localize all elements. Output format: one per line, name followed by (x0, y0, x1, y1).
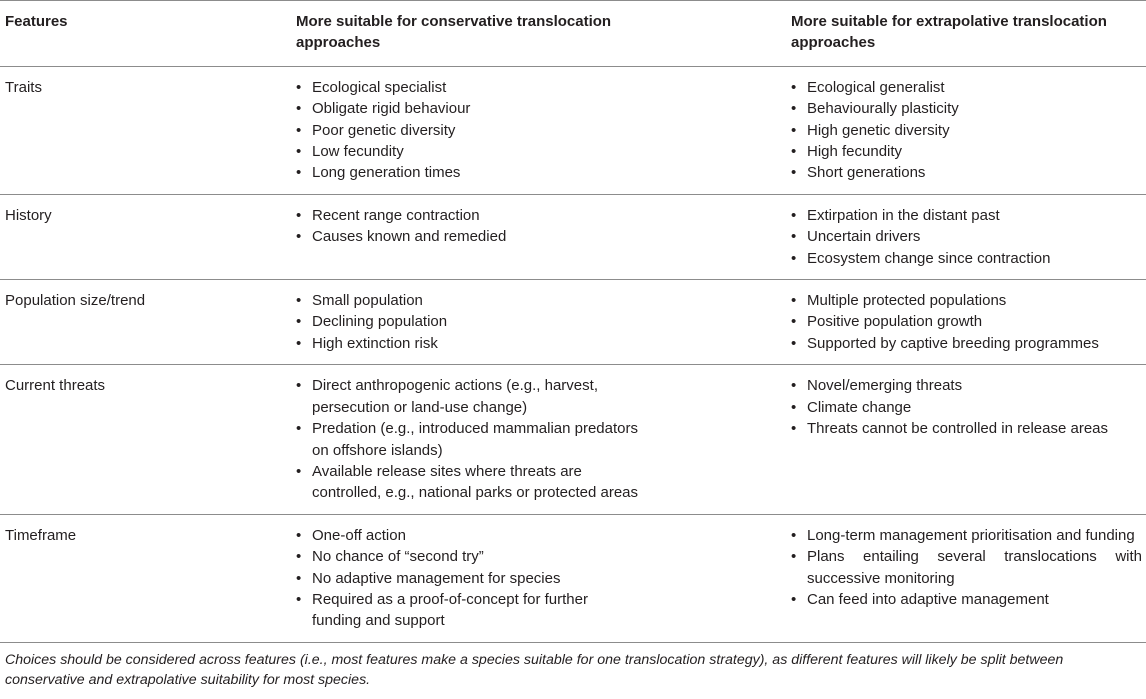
list-item: • Declining population (296, 311, 791, 332)
table-row-population (0, 280, 1146, 365)
list-item: • Climate change (791, 397, 1142, 418)
header-extrapolative (791, 11, 1146, 54)
list-item: • Obligate rigid behaviour (296, 98, 791, 119)
list-item: • Poor genetic diversity (296, 120, 791, 141)
extrapolative-cell (791, 290, 1146, 354)
extrapolative-cell (791, 77, 1146, 184)
list-item: • One-off action (296, 525, 641, 546)
list-item: • Long-term management prioritisation and funding (791, 525, 1142, 546)
list-item: • Long generation times (296, 162, 791, 183)
conservative-list (296, 375, 652, 503)
list-item: • High genetic diversity (791, 120, 1142, 141)
conservative-list (296, 205, 791, 248)
feature-cell: Traits (5, 78, 42, 96)
list-item: • Available release sites where threats are controlled, e.g., national parks or protected areas (296, 461, 652, 504)
list-item: • Positive population growth (791, 311, 1142, 332)
conservative-list (296, 77, 791, 184)
feature-cell: Population size/trend (5, 292, 146, 310)
list-item: • Behaviourally plasticity (791, 98, 1142, 119)
list-item: • Novel/emerging threats (791, 375, 1142, 396)
list-item: • Multiple protected populations (791, 290, 1142, 311)
list-item: • Causes known and remedied (296, 226, 791, 247)
table-row-history (0, 195, 1146, 280)
conservative-list (296, 525, 641, 632)
extrapolative-cell (791, 525, 1146, 632)
table-row-threats (0, 365, 1146, 514)
list-item: • Low fecundity (296, 141, 791, 162)
extrapolative-list (791, 525, 1142, 611)
list-item: • Ecosystem change since contraction (791, 248, 1142, 269)
table-row-traits (0, 67, 1146, 195)
list-item: • Extirpation in the distant past (791, 205, 1142, 226)
extrapolative-list (791, 205, 1142, 269)
list-item: • No chance of “second try” (296, 546, 641, 567)
conservative-cell (296, 525, 791, 632)
table-header-row (0, 0, 1146, 67)
list-item: • Can feed into adaptive management (791, 589, 1142, 610)
table-footnote: Choices should be considered across features (i.e., most features make a species suitable for one translocation strategy), as different features will likely be split between conservative and extrapolative suitability for most species. (5, 651, 1064, 688)
table-row-timeframe (0, 515, 1146, 643)
list-item: • Direct anthropogenic actions (e.g., harvest, persecution or land-use change) (296, 375, 652, 418)
list-item: • High fecundity (791, 141, 1142, 162)
extrapolative-list (791, 375, 1142, 439)
extrapolative-list (791, 77, 1142, 184)
list-item: • Required as a proof-of-concept for further funding and support (296, 589, 641, 632)
header-features: Features (5, 13, 68, 30)
conservative-cell (296, 77, 791, 184)
header-conservative-text: More suitable for conservative translocation approaches (296, 13, 612, 52)
list-item: • Plans entailing several translocations with successive monitoring (791, 546, 1142, 589)
list-item: • No adaptive management for species (296, 568, 641, 589)
list-item: • Ecological specialist (296, 77, 791, 98)
extrapolative-cell (791, 375, 1146, 503)
conservative-cell (296, 290, 791, 354)
list-item: • Threats cannot be controlled in release areas (791, 418, 1142, 439)
conservative-cell (296, 205, 791, 269)
feature-cell: Timeframe (5, 526, 77, 544)
list-item: • Ecological generalist (791, 77, 1142, 98)
extrapolative-list (791, 290, 1142, 354)
header-conservative (296, 11, 791, 54)
conservative-cell (296, 375, 791, 503)
list-item: • Predation (e.g., introduced mammalian predators on offshore islands) (296, 418, 652, 461)
list-item: • Supported by captive breeding programmes (791, 333, 1142, 354)
feature-cell: History (5, 206, 52, 224)
list-item: • Recent range contraction (296, 205, 791, 226)
extrapolative-cell (791, 205, 1146, 269)
feature-cell: Current threats (5, 377, 106, 395)
list-item: • High extinction risk (296, 333, 791, 354)
header-extrapolative-text: More suitable for extrapolative translocation approaches (791, 13, 1107, 52)
list-item: • Small population (296, 290, 791, 311)
list-item: • Short generations (791, 162, 1142, 183)
conservative-list (296, 290, 791, 354)
list-item: • Uncertain drivers (791, 226, 1142, 247)
